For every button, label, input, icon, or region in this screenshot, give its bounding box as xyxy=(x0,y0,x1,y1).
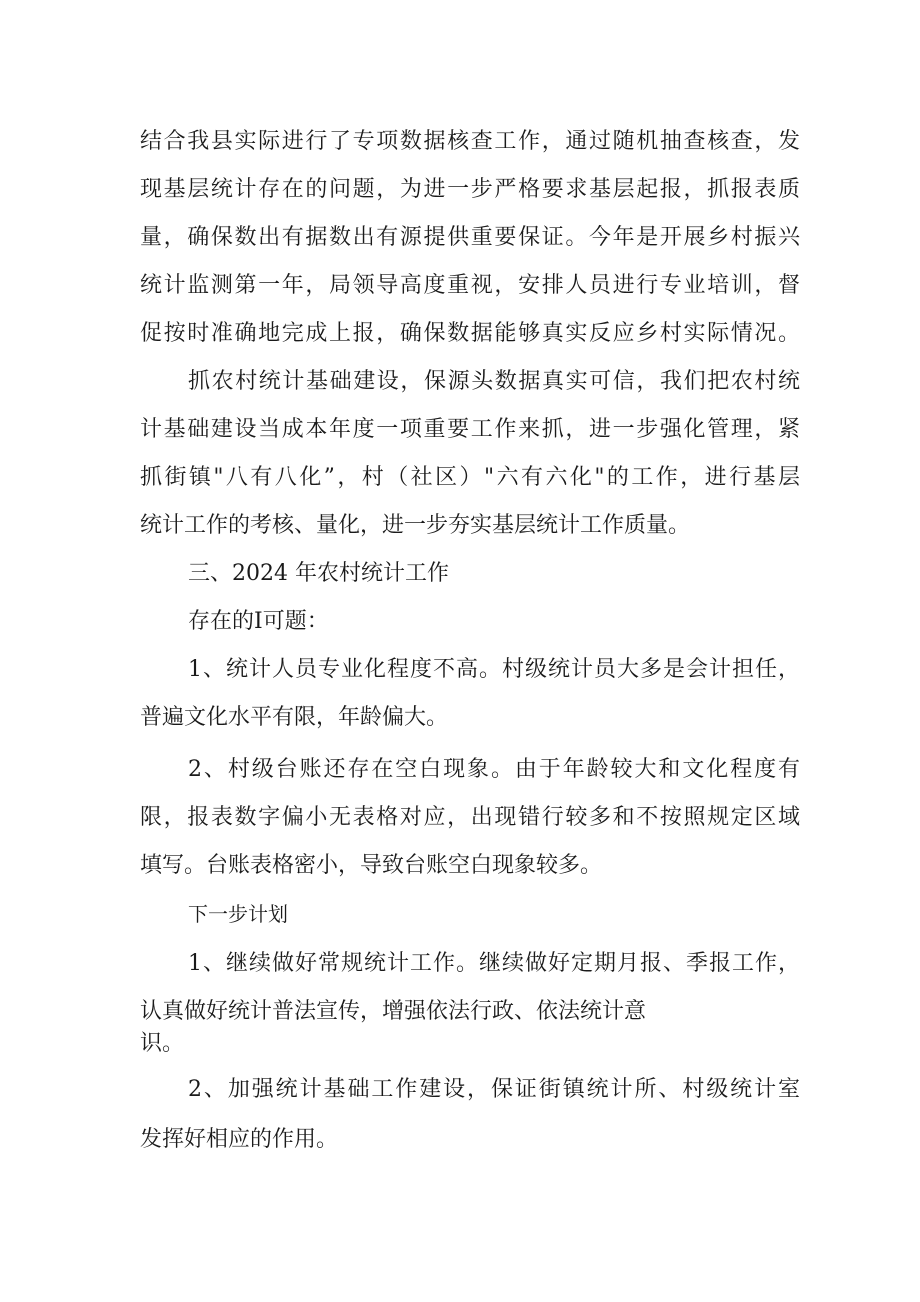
paragraph-line: 2、村级台账还存在空白现象。由于年龄较大和文化程度有 xyxy=(188,757,800,782)
paragraph-line: 量，确保数出有据数出有源提供重要保证。今年是开展乡村振兴 xyxy=(140,225,800,250)
paragraph-line: 识。 xyxy=(140,1031,185,1056)
paragraph-line: 普遍文化水平有限，年龄偏大。 xyxy=(140,705,449,730)
paragraph-line: 认真做好统计普法宣传，增强依法行政、依法统计意 xyxy=(140,999,647,1024)
paragraph-line: 计基础建设当成本年度一项重要工作来抓，进一步强化管理，紧 xyxy=(140,417,800,442)
paragraph-line: 抓农村统计基础建设，保源头数据真实可信，我们把农村统 xyxy=(188,369,800,394)
paragraph-line: 抓街镇"八有八化”，村（社区）"六有六化"的工作，进行基层 xyxy=(140,465,800,490)
paragraph-line: 发挥好相应的作用。 xyxy=(140,1127,339,1152)
paragraph-line: 2、加强统计基础工作建设，保证街镇统计所、村级统计室 xyxy=(188,1077,800,1102)
paragraph-line: 促按时准确地完成上报，确保数据能够真实反应乡村实际情况。 xyxy=(140,321,800,346)
paragraph-line: 统计工作的考核、量化，进一步夯实基层统计工作质量。 xyxy=(140,513,691,538)
paragraph-line: 1、继续做好常规统计工作。继续做好定期月报、季报工作， xyxy=(188,951,800,976)
section-heading: 三、2024 年农村统计工作 xyxy=(188,561,449,586)
paragraph-line: 限，报表数字偏小无表格对应，出现错行较多和不按照规定区域 xyxy=(140,805,800,830)
paragraph-line: 统计监测第一年，局领导高度重视，安排人员进行专业培训，督 xyxy=(140,273,800,298)
paragraph-line: 现基层统计存在的问题，为进一步严格要求基层起报，抓报表质 xyxy=(140,177,800,202)
paragraph-line: 1、统计人员专业化程度不高。村级统计员大多是会计担任， xyxy=(188,657,800,682)
subsection-heading: 存在的Ⅰ可题： xyxy=(188,609,329,634)
subsection-heading: 下一步计划 xyxy=(188,902,288,926)
paragraph-line: 结合我县实际进行了专项数据核查工作，通过随机抽查核查，发 xyxy=(140,129,800,154)
paragraph-line: 填写。台账表格密小，导致台账空白现象较多。 xyxy=(140,853,603,878)
